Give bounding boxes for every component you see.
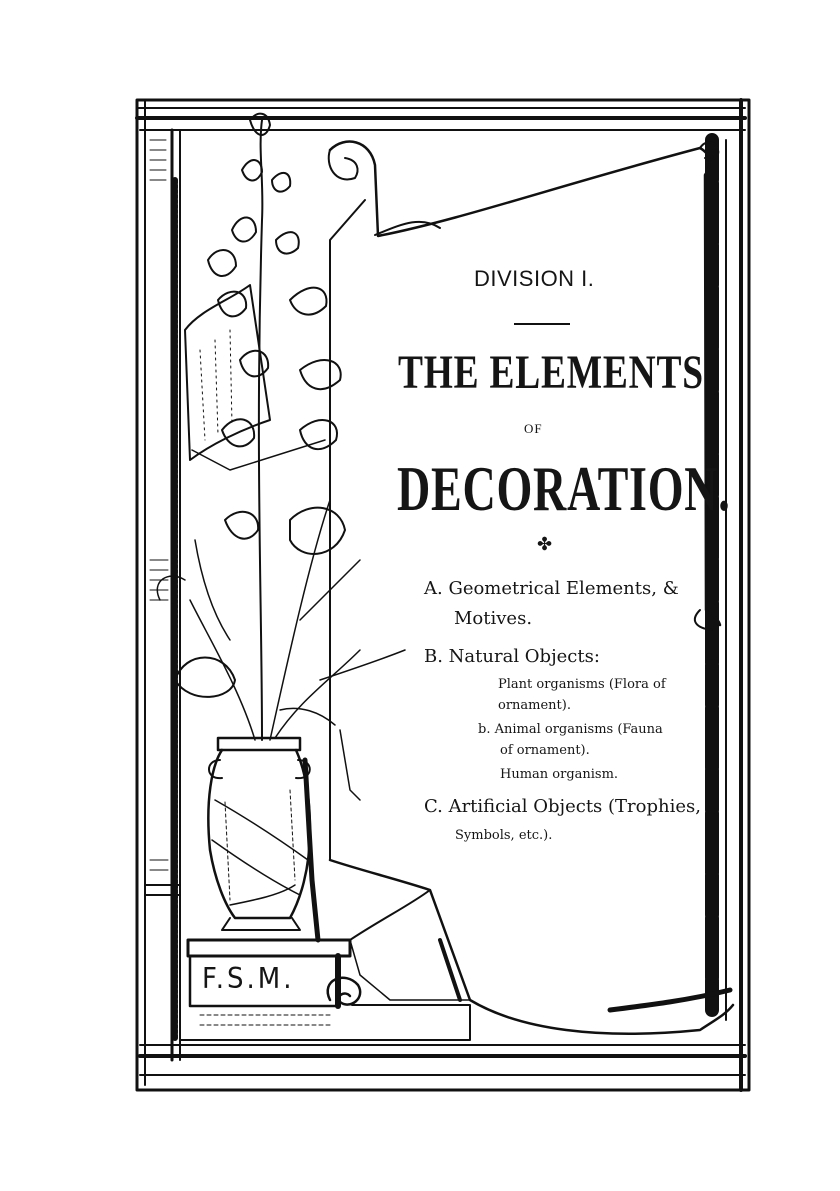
contents-a-line-1: A. Geometrical Elements, & [424,578,679,599]
contents-b-sub-3: Human organism. [500,767,619,782]
contents-b-line-1: B. Natural Objects: [424,646,600,667]
contents-b-sub-2b: of ornament). [500,743,590,758]
title-rule [512,320,572,328]
contents-c-line-1: C. Artificial Objects (Trophies, [424,796,701,817]
lily-plant [157,114,405,940]
vase [208,738,310,930]
contents-b-sub-1: Plant organisms (Flora of [498,677,666,692]
title-line-1: THE ELEMENTS [398,346,704,399]
monogram: F.S.M. [202,962,295,996]
title-of: OF [524,421,543,436]
contents-b-sub-2: b. Animal organisms (Fauna [478,722,663,737]
division-heading: DIVISION I. [474,266,595,291]
contents-b-sub-1b: ornament). [498,698,571,713]
title-line-2: DECORATION. [397,453,731,524]
contents-c-line-2: Symbols, etc.). [455,828,553,843]
contents-a-line-2: Motives. [454,608,533,629]
ornament-icon: ✤ [537,534,553,555]
